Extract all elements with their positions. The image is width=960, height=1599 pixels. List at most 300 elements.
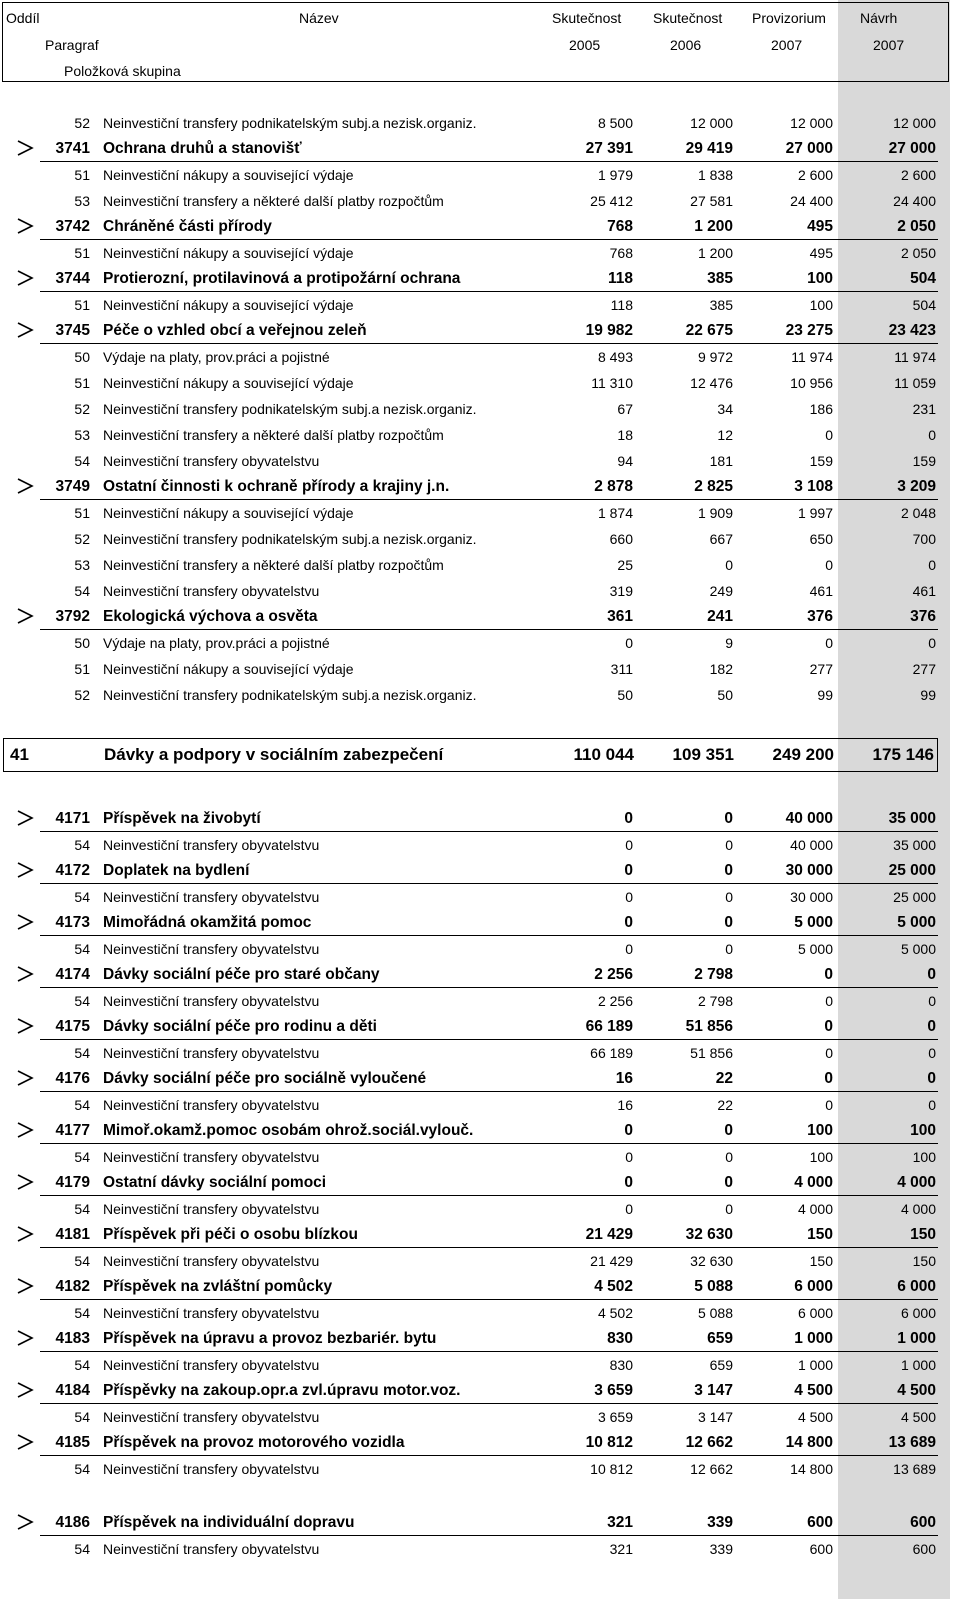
row-code: 54 bbox=[74, 1305, 90, 1321]
row-code: 4185 bbox=[55, 1434, 90, 1451]
value-col2: 12 662 bbox=[685, 1434, 733, 1451]
value-col4: 2 048 bbox=[900, 505, 936, 521]
value-col3: 1 000 bbox=[794, 1330, 833, 1347]
value-col2: 0 bbox=[725, 889, 733, 905]
value-col4: 159 bbox=[912, 453, 936, 469]
value-col3: 159 bbox=[809, 453, 833, 469]
value-col3: 14 800 bbox=[790, 1461, 833, 1477]
value-col2: 339 bbox=[709, 1541, 733, 1557]
table-row bbox=[0, 240, 960, 266]
row-name: Neinvestiční nákupy a související výdaje bbox=[103, 661, 354, 677]
row-code: 53 bbox=[74, 557, 90, 573]
row-code: 54 bbox=[74, 583, 90, 599]
value-col2: 181 bbox=[709, 453, 733, 469]
row-name: Ostatní dávky sociální pomoci bbox=[103, 1174, 327, 1191]
value-col2: 9 972 bbox=[697, 349, 733, 365]
value-col3: 0 bbox=[825, 635, 833, 651]
value-col3: 4 500 bbox=[794, 1382, 833, 1399]
value-col2: 0 bbox=[724, 1122, 733, 1139]
value-col2: 22 bbox=[717, 1097, 733, 1113]
value-col3: 40 000 bbox=[785, 810, 833, 827]
value-col2: 51 856 bbox=[690, 1045, 733, 1061]
value-col1: 10 812 bbox=[585, 1434, 633, 1451]
row-name: Příspěvky na zakoup.opr.a zvl.úpravu motor.voz. bbox=[103, 1382, 461, 1399]
value-col2: 9 bbox=[725, 635, 733, 651]
row-name: Příspěvek na individuální dopravu bbox=[103, 1514, 355, 1531]
value-col3: 0 bbox=[825, 427, 833, 443]
row-code: 4175 bbox=[55, 1018, 90, 1035]
value-col3: 6 000 bbox=[797, 1305, 833, 1321]
table-row bbox=[0, 448, 960, 474]
section-row bbox=[0, 474, 960, 500]
value-col1: 25 412 bbox=[590, 193, 633, 209]
value-col1: 0 bbox=[624, 914, 633, 931]
value-col3: 376 bbox=[807, 608, 833, 625]
value-col2: 0 bbox=[724, 1174, 733, 1191]
table-row bbox=[0, 1144, 960, 1170]
value-col3: 0 bbox=[824, 1018, 833, 1035]
value-col3: 3 108 bbox=[794, 478, 833, 495]
row-code: 54 bbox=[74, 941, 90, 957]
row-name: Příspěvek na provoz motorového vozidla bbox=[103, 1434, 405, 1451]
value-col4: 0 bbox=[928, 635, 936, 651]
header-col2-year: 2006 bbox=[670, 37, 702, 53]
value-col3: 14 800 bbox=[785, 1434, 833, 1451]
value-col1: 67 bbox=[617, 401, 633, 417]
value-col1: 66 189 bbox=[590, 1045, 633, 1061]
value-col4: 11 974 bbox=[894, 349, 936, 365]
row-name: Péče o vzhled obcí a veřejnou zeleň bbox=[103, 322, 367, 339]
row-code: 54 bbox=[74, 993, 90, 1009]
row-code: 4171 bbox=[55, 810, 90, 827]
value-col2: 659 bbox=[709, 1357, 733, 1373]
row-code: 3792 bbox=[55, 608, 90, 625]
table-row bbox=[0, 500, 960, 526]
row-code: 54 bbox=[74, 1253, 90, 1269]
section-sign-icon bbox=[12, 1326, 38, 1352]
header-col1-year: 2005 bbox=[569, 37, 601, 53]
table-row bbox=[0, 344, 960, 370]
value-col2: 22 bbox=[715, 1070, 733, 1087]
row-name: Dávky a podpory v sociálním zabezpečení bbox=[104, 745, 444, 764]
value-col1: 4 502 bbox=[594, 1278, 633, 1295]
value-col4: 4 000 bbox=[897, 1174, 936, 1191]
row-name: Ekologická výchova a osvěta bbox=[103, 608, 318, 625]
value-col4: 2 050 bbox=[900, 245, 936, 261]
value-col4: 23 423 bbox=[888, 322, 936, 339]
value-col2: 0 bbox=[725, 941, 733, 957]
row-code: 4174 bbox=[55, 966, 90, 983]
row-code: 4177 bbox=[55, 1122, 90, 1139]
value-col1: 3 659 bbox=[597, 1409, 633, 1425]
value-col1: 2 256 bbox=[594, 966, 633, 983]
value-col4: 100 bbox=[910, 1122, 936, 1139]
value-col2: 27 581 bbox=[690, 193, 733, 209]
row-name: Neinvestiční transfery podnikatelským subj.a nezisk.organiz. bbox=[103, 401, 477, 417]
section-sign-icon bbox=[12, 1118, 38, 1144]
table-row bbox=[0, 988, 960, 1014]
value-col2: 1 200 bbox=[694, 218, 733, 235]
table-row bbox=[0, 630, 960, 656]
value-col3: 249 200 bbox=[772, 745, 834, 764]
value-col2: 29 419 bbox=[685, 140, 733, 157]
value-col1: 768 bbox=[607, 218, 633, 235]
value-col2: 249 bbox=[709, 583, 733, 599]
table-row bbox=[0, 526, 960, 552]
row-code: 3749 bbox=[55, 478, 90, 495]
table-row bbox=[0, 370, 960, 396]
value-col1: 0 bbox=[625, 635, 633, 651]
value-col4: 4 000 bbox=[900, 1201, 936, 1217]
value-col1: 0 bbox=[625, 1149, 633, 1165]
value-col3: 4 500 bbox=[797, 1409, 833, 1425]
value-col1: 0 bbox=[625, 889, 633, 905]
value-col1: 361 bbox=[607, 608, 633, 625]
row-name: Neinvestiční nákupy a související výdaje bbox=[103, 505, 354, 521]
row-code: 51 bbox=[74, 661, 90, 677]
row-code: 53 bbox=[74, 193, 90, 209]
row-code: 54 bbox=[74, 1097, 90, 1113]
row-name: Dávky sociální péče pro sociálně vyloučené bbox=[103, 1070, 427, 1087]
table-row bbox=[0, 188, 960, 214]
value-col4: 0 bbox=[928, 1045, 936, 1061]
value-col4: 0 bbox=[928, 427, 936, 443]
value-col1: 0 bbox=[624, 862, 633, 879]
row-name: Neinvestiční nákupy a související výdaje bbox=[103, 375, 354, 391]
section-sign-icon bbox=[12, 1170, 38, 1196]
row-name: Neinvestiční transfery podnikatelským subj.a nezisk.organiz. bbox=[103, 687, 477, 703]
table-row bbox=[0, 1456, 960, 1482]
table-row bbox=[0, 884, 960, 910]
value-col3: 186 bbox=[809, 401, 833, 417]
value-col4: 3 209 bbox=[897, 478, 936, 495]
value-col2: 12 662 bbox=[690, 1461, 733, 1477]
value-col2: 0 bbox=[725, 837, 733, 853]
value-col1: 0 bbox=[625, 837, 633, 853]
value-col2: 0 bbox=[724, 810, 733, 827]
row-name: Mimoř.okamž.pomoc osobám ohrož.sociál.vylouč. bbox=[103, 1122, 474, 1139]
row-code: 4172 bbox=[55, 862, 90, 879]
row-code: 54 bbox=[74, 837, 90, 853]
value-col2: 12 000 bbox=[690, 115, 733, 131]
row-code: 4184 bbox=[55, 1382, 90, 1399]
value-col1: 0 bbox=[624, 1122, 633, 1139]
value-col2: 1 838 bbox=[697, 167, 733, 183]
section-row bbox=[0, 1274, 960, 1300]
row-code: 4182 bbox=[55, 1278, 90, 1295]
value-col2: 659 bbox=[707, 1330, 733, 1347]
value-col4: 13 689 bbox=[888, 1434, 936, 1451]
value-col1: 321 bbox=[609, 1541, 633, 1557]
row-name: Neinvestiční transfery obyvatelstvu bbox=[103, 993, 320, 1009]
value-col1: 66 189 bbox=[585, 1018, 633, 1035]
table-row bbox=[0, 832, 960, 858]
header-col3-label: Provizorium bbox=[752, 10, 826, 26]
section-row bbox=[0, 1510, 960, 1536]
row-code: 4176 bbox=[55, 1070, 90, 1087]
row-name: Protierozní, protilavinová a protipožární ochrana bbox=[103, 270, 461, 287]
value-col3: 1 000 bbox=[797, 1357, 833, 1373]
value-col1: 321 bbox=[607, 1514, 633, 1531]
value-col3: 6 000 bbox=[794, 1278, 833, 1295]
section-sign-icon bbox=[12, 1274, 38, 1300]
table-row bbox=[0, 682, 960, 708]
value-col4: 150 bbox=[910, 1226, 936, 1243]
row-code: 3741 bbox=[55, 140, 90, 157]
value-col3: 100 bbox=[807, 1122, 833, 1139]
value-col3: 0 bbox=[825, 557, 833, 573]
value-col2: 5 088 bbox=[697, 1305, 733, 1321]
table-row bbox=[0, 422, 960, 448]
value-col2: 385 bbox=[707, 270, 733, 287]
row-code: 4181 bbox=[55, 1226, 90, 1243]
row-name: Neinvestiční transfery obyvatelstvu bbox=[103, 889, 320, 905]
row-code: 53 bbox=[74, 427, 90, 443]
row-code: 52 bbox=[74, 115, 90, 131]
row-code: 51 bbox=[74, 167, 90, 183]
row-name: Neinvestiční transfery obyvatelstvu bbox=[103, 1149, 320, 1165]
value-col1: 311 bbox=[610, 661, 633, 677]
value-col1: 11 310 bbox=[591, 375, 633, 391]
value-col3: 99 bbox=[817, 687, 833, 703]
row-code: 41 bbox=[10, 745, 29, 764]
row-code: 54 bbox=[74, 1541, 90, 1557]
row-name: Doplatek na bydlení bbox=[103, 862, 250, 879]
value-col1: 50 bbox=[617, 687, 633, 703]
row-name: Neinvestiční transfery obyvatelstvu bbox=[103, 1045, 320, 1061]
value-col2: 0 bbox=[725, 1201, 733, 1217]
row-name: Neinvestiční transfery obyvatelstvu bbox=[103, 837, 320, 853]
table-row bbox=[0, 656, 960, 682]
row-code: 51 bbox=[74, 245, 90, 261]
section-sign-icon bbox=[12, 604, 38, 630]
value-col4: 1 000 bbox=[900, 1357, 936, 1373]
value-col2: 2 798 bbox=[697, 993, 733, 1009]
value-col4: 277 bbox=[912, 661, 936, 677]
section-row bbox=[0, 806, 960, 832]
value-col1: 25 bbox=[617, 557, 633, 573]
section-row bbox=[0, 266, 960, 292]
value-col3: 495 bbox=[807, 218, 833, 235]
row-name: Neinvestiční transfery obyvatelstvu bbox=[103, 1305, 320, 1321]
section-row bbox=[0, 318, 960, 344]
header-col4-label: Návrh bbox=[860, 10, 898, 26]
value-col3: 277 bbox=[809, 661, 833, 677]
value-col1: 19 982 bbox=[585, 322, 633, 339]
section-row bbox=[0, 1378, 960, 1404]
section-row bbox=[0, 136, 960, 162]
value-col3: 10 956 bbox=[790, 375, 833, 391]
value-col2: 34 bbox=[717, 401, 733, 417]
row-name: Mimořádná okamžitá pomoc bbox=[103, 914, 312, 931]
row-name: Příspěvek při péči o osobu blízkou bbox=[103, 1226, 358, 1243]
section-row bbox=[0, 858, 960, 884]
value-col2: 0 bbox=[724, 914, 733, 931]
value-col3: 27 000 bbox=[785, 140, 833, 157]
value-col4: 1 000 bbox=[897, 1330, 936, 1347]
section-sign-icon bbox=[12, 1066, 38, 1092]
value-col3: 4 000 bbox=[797, 1201, 833, 1217]
section-sign-icon bbox=[12, 136, 38, 162]
section-sign-icon bbox=[12, 1430, 38, 1456]
table-row bbox=[0, 552, 960, 578]
value-col4: 11 059 bbox=[894, 375, 936, 391]
section-row bbox=[0, 962, 960, 988]
row-name: Neinvestiční transfery a některé další platby rozpočtům bbox=[103, 557, 444, 573]
value-col2: 0 bbox=[725, 557, 733, 573]
row-name: Neinvestiční nákupy a související výdaje bbox=[103, 245, 354, 261]
table-row bbox=[0, 1040, 960, 1066]
row-code: 4186 bbox=[55, 1514, 90, 1531]
value-col2: 50 bbox=[717, 687, 733, 703]
row-code: 4173 bbox=[55, 914, 90, 931]
section-sign-icon bbox=[12, 1510, 38, 1536]
value-col1: 8 493 bbox=[597, 349, 633, 365]
row-code: 54 bbox=[74, 889, 90, 905]
section-sign-icon bbox=[12, 806, 38, 832]
table-row bbox=[0, 936, 960, 962]
value-col1: 2 256 bbox=[597, 993, 633, 1009]
section-row bbox=[0, 1118, 960, 1144]
value-col3: 0 bbox=[825, 1097, 833, 1113]
value-col4: 100 bbox=[912, 1149, 936, 1165]
table-row bbox=[0, 1248, 960, 1274]
value-col2: 0 bbox=[724, 862, 733, 879]
value-col4: 175 146 bbox=[872, 745, 934, 764]
value-col4: 6 000 bbox=[897, 1278, 936, 1295]
row-name: Neinvestiční transfery podnikatelským subj.a nezisk.organiz. bbox=[103, 115, 477, 131]
value-col1: 2 878 bbox=[594, 478, 633, 495]
value-col2: 2 798 bbox=[694, 966, 733, 983]
value-col1: 21 429 bbox=[585, 1226, 633, 1243]
value-col4: 25 000 bbox=[888, 862, 936, 879]
group-total-row bbox=[3, 738, 938, 772]
value-col3: 30 000 bbox=[790, 889, 833, 905]
value-col4: 6 000 bbox=[900, 1305, 936, 1321]
row-name: Neinvestiční transfery obyvatelstvu bbox=[103, 941, 320, 957]
value-col4: 24 400 bbox=[893, 193, 936, 209]
row-code: 52 bbox=[74, 531, 90, 547]
header-polozkova-skupina: Položková skupina bbox=[64, 63, 181, 79]
value-col3: 5 000 bbox=[794, 914, 833, 931]
row-name: Neinvestiční transfery obyvatelstvu bbox=[103, 1357, 320, 1373]
value-col3: 23 275 bbox=[785, 322, 833, 339]
value-col4: 461 bbox=[912, 583, 936, 599]
value-col4: 35 000 bbox=[893, 837, 936, 853]
table-row bbox=[0, 396, 960, 422]
value-col1: 10 812 bbox=[590, 1461, 633, 1477]
header-oddil: Oddíl bbox=[6, 10, 40, 26]
value-col1: 660 bbox=[609, 531, 633, 547]
row-code: 54 bbox=[74, 1461, 90, 1477]
section-sign-icon bbox=[12, 266, 38, 292]
header-col2-label: Skutečnost bbox=[653, 10, 723, 26]
row-name: Neinvestiční transfery obyvatelstvu bbox=[103, 1097, 320, 1113]
row-name: Neinvestiční transfery obyvatelstvu bbox=[103, 1409, 320, 1425]
value-col3: 150 bbox=[807, 1226, 833, 1243]
value-col4: 12 000 bbox=[893, 115, 936, 131]
value-col4: 5 000 bbox=[897, 914, 936, 931]
row-name: Dávky sociální péče pro staré občany bbox=[103, 966, 380, 983]
section-sign-icon bbox=[12, 214, 38, 240]
section-sign-icon bbox=[12, 1222, 38, 1248]
value-col3: 2 600 bbox=[797, 167, 833, 183]
row-name: Ochrana druhů a stanovišť bbox=[103, 140, 302, 157]
section-row bbox=[0, 1066, 960, 1092]
value-col4: 4 500 bbox=[897, 1382, 936, 1399]
row-name: Neinvestiční transfery a některé další platby rozpočtům bbox=[103, 427, 444, 443]
value-col2: 339 bbox=[707, 1514, 733, 1531]
row-code: 54 bbox=[74, 453, 90, 469]
value-col2: 32 630 bbox=[685, 1226, 733, 1243]
value-col3: 100 bbox=[809, 1149, 833, 1165]
value-col4: 150 bbox=[912, 1253, 936, 1269]
value-col1: 830 bbox=[609, 1357, 633, 1373]
row-code: 54 bbox=[74, 1357, 90, 1373]
value-col2: 0 bbox=[725, 1149, 733, 1165]
value-col3: 100 bbox=[807, 270, 833, 287]
value-col4: 700 bbox=[912, 531, 936, 547]
section-row bbox=[0, 910, 960, 936]
table-row bbox=[0, 292, 960, 318]
row-name: Neinvestiční transfery a některé další platby rozpočtům bbox=[103, 193, 444, 209]
value-col2: 32 630 bbox=[690, 1253, 733, 1269]
row-code: 4179 bbox=[55, 1174, 90, 1191]
row-code: 51 bbox=[74, 375, 90, 391]
value-col2: 182 bbox=[709, 661, 733, 677]
value-col2: 2 825 bbox=[694, 478, 733, 495]
value-col1: 4 502 bbox=[597, 1305, 633, 1321]
section-sign-icon bbox=[12, 962, 38, 988]
value-col1: 3 659 bbox=[594, 1382, 633, 1399]
section-row bbox=[0, 214, 960, 240]
row-name: Neinvestiční transfery obyvatelstvu bbox=[103, 1541, 320, 1557]
row-code: 54 bbox=[74, 1409, 90, 1425]
value-col2: 22 675 bbox=[685, 322, 733, 339]
value-col1: 0 bbox=[624, 1174, 633, 1191]
row-code: 3744 bbox=[55, 270, 90, 287]
value-col2: 109 351 bbox=[672, 745, 734, 764]
value-col2: 51 856 bbox=[685, 1018, 733, 1035]
value-col1: 1 874 bbox=[597, 505, 633, 521]
value-col3: 0 bbox=[825, 1045, 833, 1061]
section-row bbox=[0, 1430, 960, 1456]
value-col4: 2 050 bbox=[897, 218, 936, 235]
table-row bbox=[0, 1536, 960, 1562]
value-col1: 319 bbox=[609, 583, 633, 599]
value-col1: 21 429 bbox=[590, 1253, 633, 1269]
row-name: Neinvestiční nákupy a související výdaje bbox=[103, 297, 354, 313]
row-code: 50 bbox=[74, 635, 90, 651]
value-col1: 94 bbox=[617, 453, 633, 469]
value-col1: 830 bbox=[607, 1330, 633, 1347]
value-col3: 0 bbox=[825, 993, 833, 1009]
value-col3: 461 bbox=[809, 583, 833, 599]
value-col3: 650 bbox=[809, 531, 833, 547]
value-col3: 12 000 bbox=[790, 115, 833, 131]
row-code: 54 bbox=[74, 1045, 90, 1061]
section-row bbox=[0, 1014, 960, 1040]
value-col1: 27 391 bbox=[585, 140, 633, 157]
section-sign-icon bbox=[12, 318, 38, 344]
value-col2: 3 147 bbox=[694, 1382, 733, 1399]
row-code: 3745 bbox=[55, 322, 90, 339]
row-name: Chráněné části přírody bbox=[103, 218, 272, 235]
value-col3: 600 bbox=[807, 1514, 833, 1531]
value-col4: 376 bbox=[910, 608, 936, 625]
section-sign-icon bbox=[12, 1014, 38, 1040]
value-col4: 27 000 bbox=[888, 140, 936, 157]
